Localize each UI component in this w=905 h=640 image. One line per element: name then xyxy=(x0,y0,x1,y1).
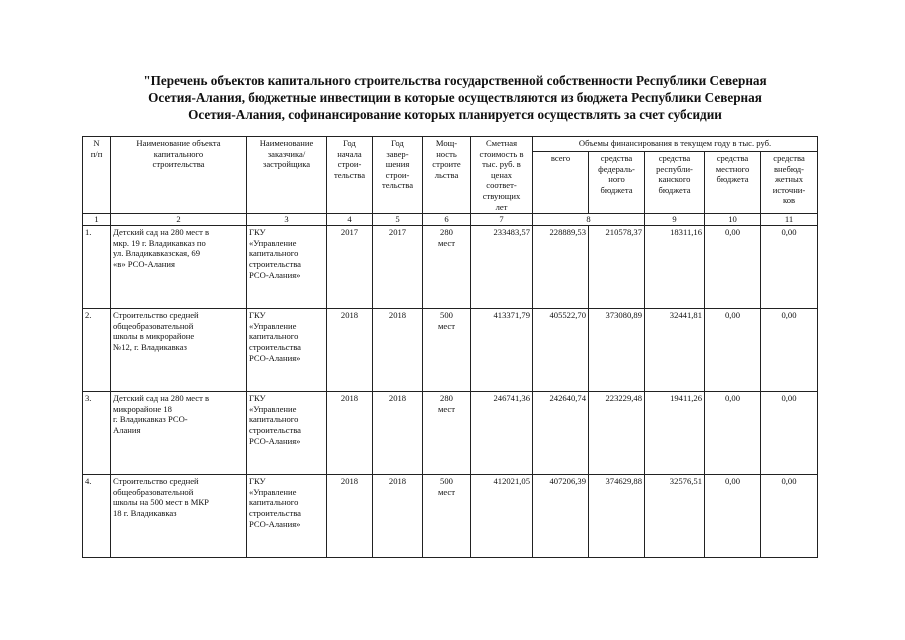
cell-local: 0,00 xyxy=(705,309,761,392)
cell-capacity: 500 мест xyxy=(423,309,471,392)
cell-capacity: 280 мест xyxy=(423,226,471,309)
cell-total: 405522,70 xyxy=(533,309,589,392)
cell-customer: ГКУ «Управление капитального строительства РСО-Алания» xyxy=(247,475,327,558)
cell-capacity: 280 мест xyxy=(423,392,471,475)
cell-estimate: 246741,36 xyxy=(471,392,533,475)
column-number-row xyxy=(83,214,818,226)
cell-customer: ГКУ «Управление капитального строительства РСО-Алания» xyxy=(247,309,327,392)
cell-extra: 0,00 xyxy=(761,309,818,392)
cell-local: 0,00 xyxy=(705,392,761,475)
column-number: 5 xyxy=(373,214,423,226)
cell-local: 0,00 xyxy=(705,226,761,309)
cell-total: 228889,53 xyxy=(533,226,589,309)
column-number: 8 xyxy=(533,214,645,226)
cell-federal: 223229,48 xyxy=(589,392,645,475)
cell-year-end: 2018 xyxy=(373,309,423,392)
cell-extra: 0,00 xyxy=(761,392,818,475)
cell-year-end: 2018 xyxy=(373,475,423,558)
header-capacity: Мощ- ность строите льства xyxy=(423,137,471,214)
header-estimate: Сметная стоимость в тыс. руб. в ценах соответ- ствующих лет xyxy=(471,137,533,214)
table-row xyxy=(83,392,818,475)
header-n: N п/п xyxy=(83,137,111,214)
cell-object: Детский сад на 280 мест в микрорайоне 18 г. Владикавказ РСО- Алания xyxy=(111,392,247,475)
cell-object: Строительство средней общеобразовательной школы на 500 мест в МКР 18 г. Владикавказ xyxy=(111,475,247,558)
cell-local: 0,00 xyxy=(705,475,761,558)
cell-n: 4. xyxy=(83,475,111,558)
cell-n: 1. xyxy=(83,226,111,309)
document-title xyxy=(90,72,820,123)
cell-year-end: 2018 xyxy=(373,392,423,475)
column-number: 1 xyxy=(83,214,111,226)
cell-republic: 18311,16 xyxy=(645,226,705,309)
header-local: средства местного бюджета xyxy=(705,152,761,214)
column-number: 4 xyxy=(327,214,373,226)
table-row xyxy=(83,475,818,558)
header-financing: Объемы финансирования в текущем году в тыс. руб. xyxy=(533,137,818,152)
cell-n: 3. xyxy=(83,392,111,475)
cell-federal: 374629,88 xyxy=(589,475,645,558)
table-row xyxy=(83,309,818,392)
cell-year-start: 2018 xyxy=(327,475,373,558)
header-total: всего xyxy=(533,152,589,214)
title-line: Осетия-Алания, софинансирование которых планируется осуществлять за счет субсидии xyxy=(188,107,722,122)
column-number: 9 xyxy=(645,214,705,226)
table-row xyxy=(83,226,818,309)
column-number: 3 xyxy=(247,214,327,226)
cell-n: 2. xyxy=(83,309,111,392)
header-year-start: Год начала строи- тельства xyxy=(327,137,373,214)
cell-year-start: 2018 xyxy=(327,309,373,392)
header-federal: средства федераль- ного бюджета xyxy=(589,152,645,214)
cell-object: Строительство средней общеобразовательной школы в микрорайоне №12, г. Владикавказ xyxy=(111,309,247,392)
cell-republic: 32576,51 xyxy=(645,475,705,558)
cell-extra: 0,00 xyxy=(761,226,818,309)
cell-year-start: 2017 xyxy=(327,226,373,309)
cell-republic: 19411,26 xyxy=(645,392,705,475)
cell-year-start: 2018 xyxy=(327,392,373,475)
title-line: "Перечень объектов капитального строительства государственной собственности Республики Северная xyxy=(143,73,767,88)
cell-object: Детский сад на 280 мест в мкр. 19 г. Владикавказ по ул. Владикавказская, 69 «в» РСО-Алания xyxy=(111,226,247,309)
column-number: 10 xyxy=(705,214,761,226)
header-year-end: Год завер- шения строи- тельства xyxy=(373,137,423,214)
cell-year-end: 2017 xyxy=(373,226,423,309)
header-customer: Наименование заказчика/ застройщика xyxy=(247,137,327,214)
cell-capacity: 500 мест xyxy=(423,475,471,558)
cell-federal: 210578,37 xyxy=(589,226,645,309)
cell-total: 242640,74 xyxy=(533,392,589,475)
header-extra: средства внебюд- жетных источни- ков xyxy=(761,152,818,214)
column-number: 6 xyxy=(423,214,471,226)
cell-estimate: 413371,79 xyxy=(471,309,533,392)
cell-republic: 32441,81 xyxy=(645,309,705,392)
cell-estimate: 412021,05 xyxy=(471,475,533,558)
cell-federal: 373080,89 xyxy=(589,309,645,392)
cell-estimate: 233483,57 xyxy=(471,226,533,309)
objects-table xyxy=(82,136,818,558)
header-row xyxy=(83,137,818,152)
header-republic: средства республи- канского бюджета xyxy=(645,152,705,214)
cell-extra: 0,00 xyxy=(761,475,818,558)
cell-customer: ГКУ «Управление капитального строительства РСО-Алания» xyxy=(247,226,327,309)
title-line: Осетия-Алания, бюджетные инвестиции в которые осуществляются из бюджета Республики Северная xyxy=(148,90,762,105)
header-object: Наименование объекта капитального строительства xyxy=(111,137,247,214)
cell-total: 407206,39 xyxy=(533,475,589,558)
column-number: 7 xyxy=(471,214,533,226)
column-number: 11 xyxy=(761,214,818,226)
cell-customer: ГКУ «Управление капитального строительства РСО-Алания» xyxy=(247,392,327,475)
column-number: 2 xyxy=(111,214,247,226)
